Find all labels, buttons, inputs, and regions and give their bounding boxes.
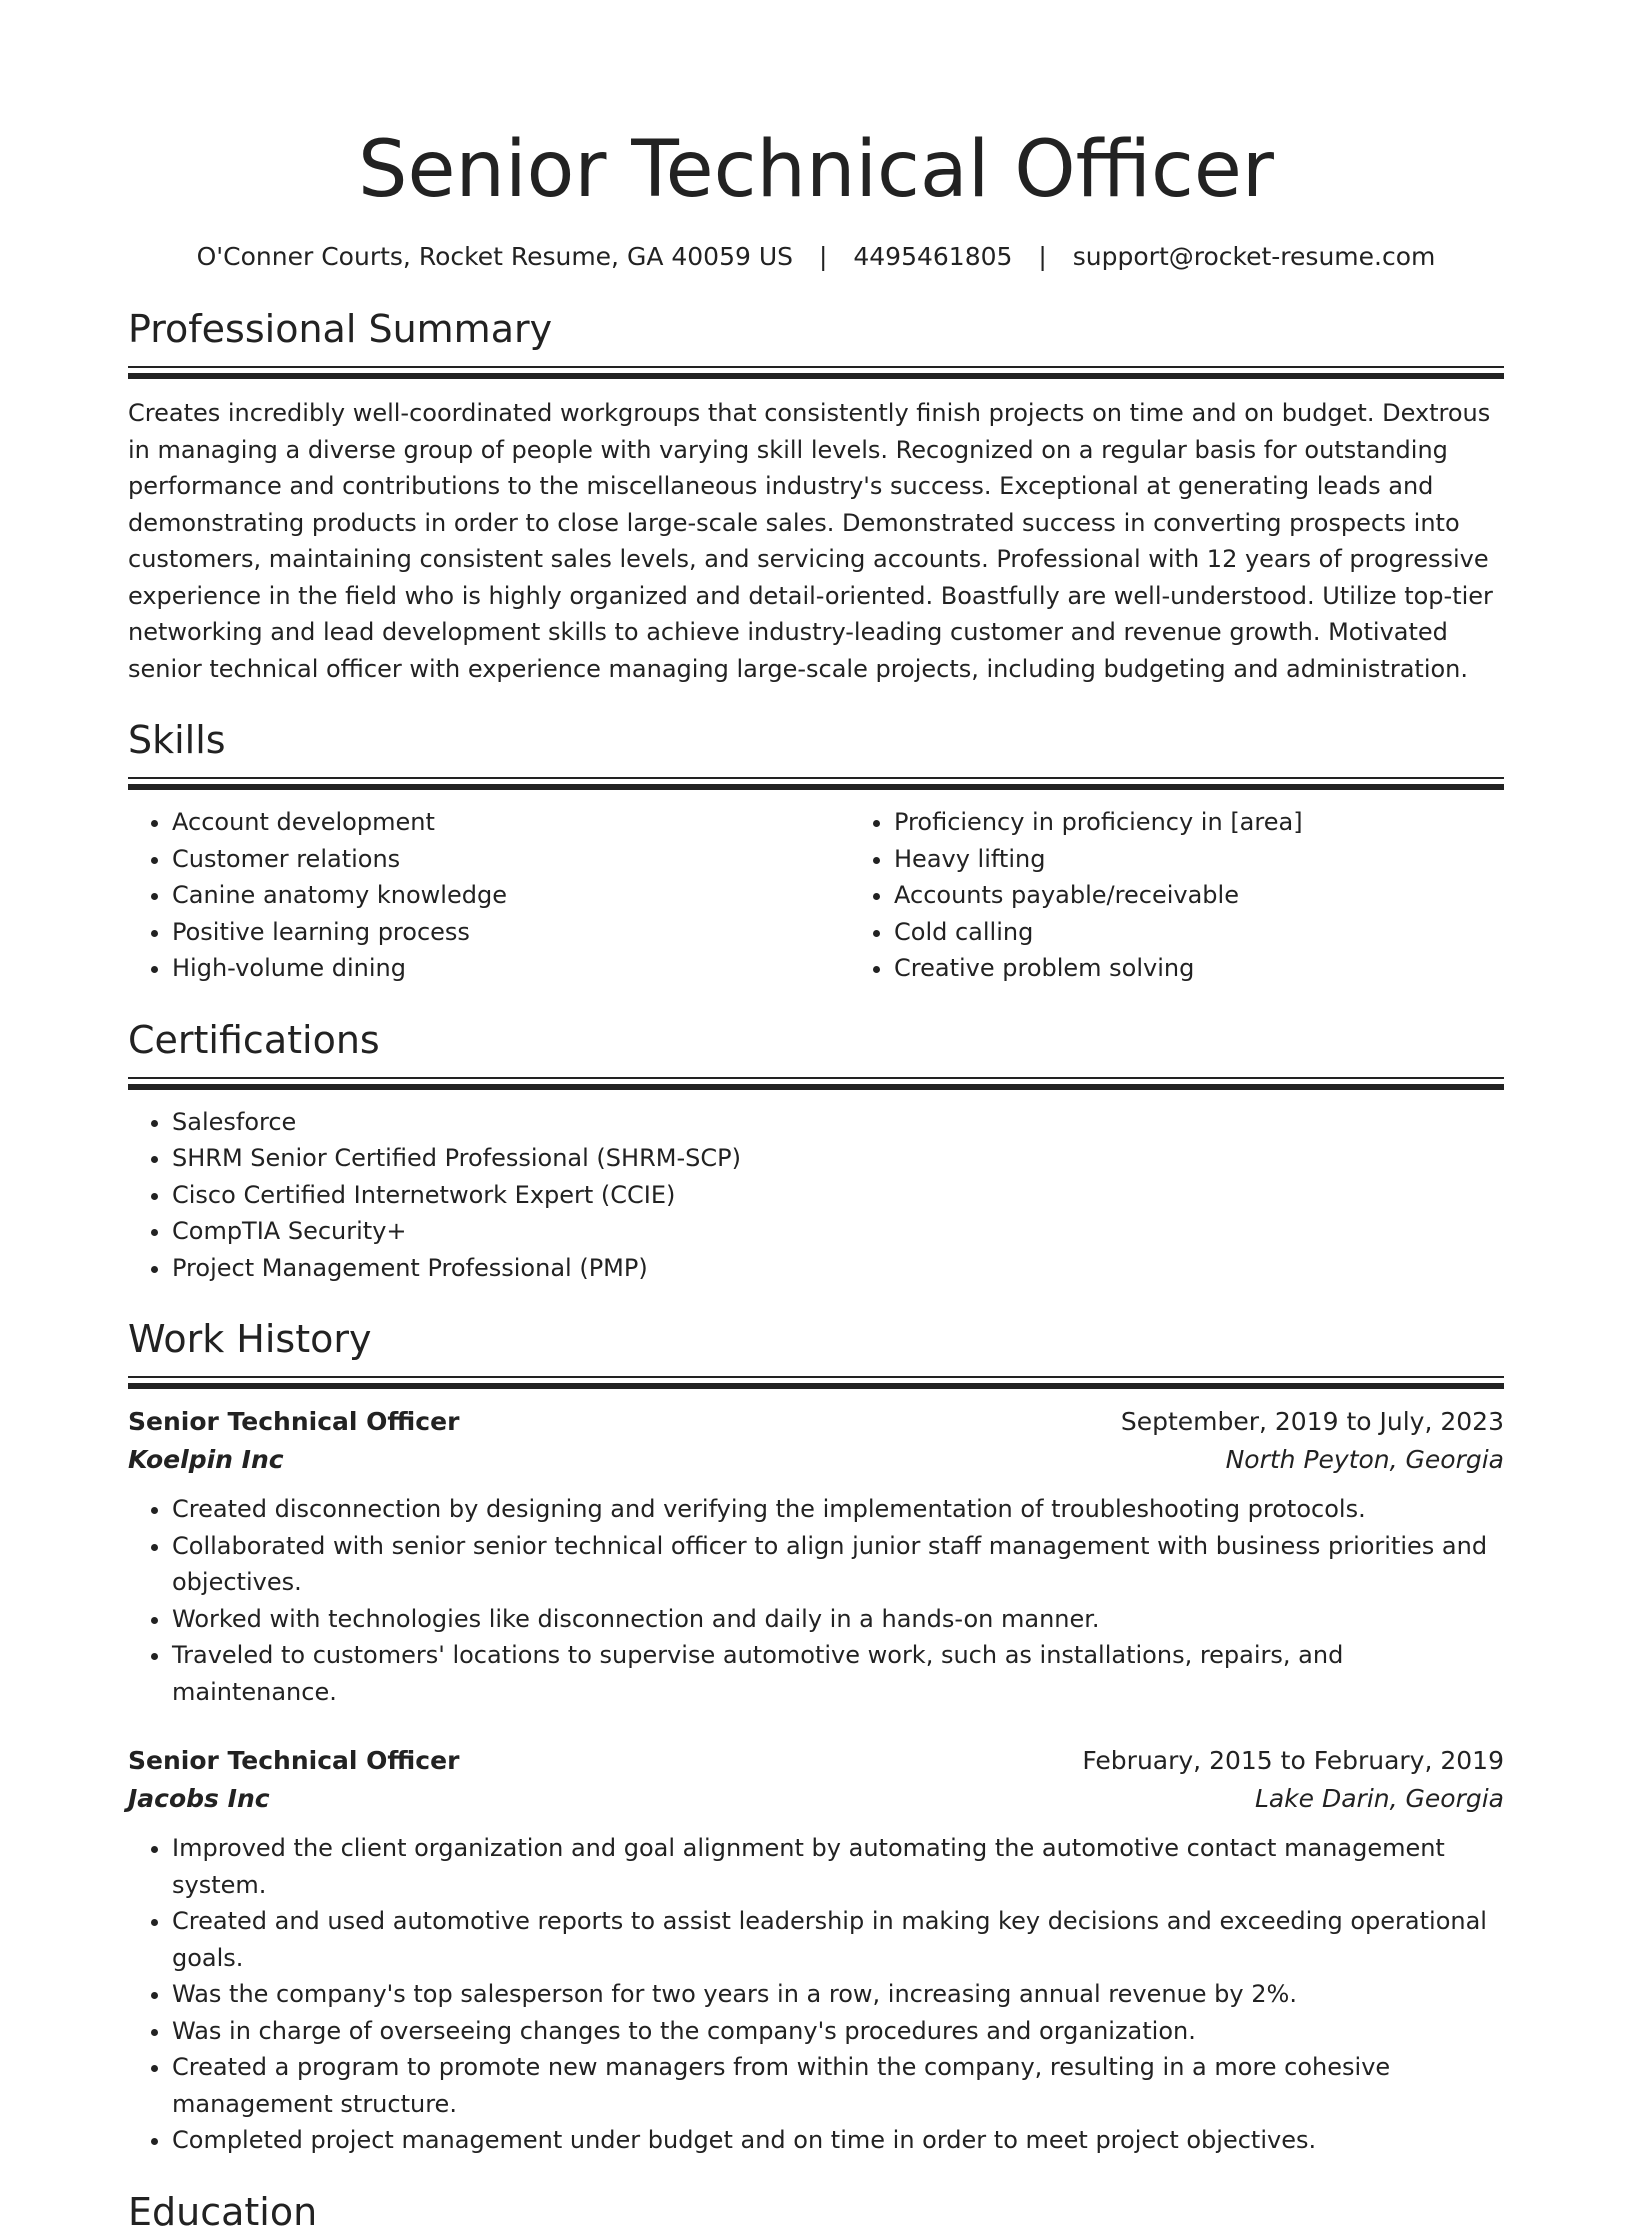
contact-line (128, 240, 1504, 274)
skill-item: • Heavy lifting (894, 841, 1572, 878)
job-company-row (128, 1441, 1504, 1479)
job-title: Senior Technical Officer (128, 1746, 460, 1775)
job-bullet: • Created a program to promote new managers from within the company, resulting in a more cohesive management structure. (172, 2049, 1504, 2122)
contact-address: O'Conner Courts, Rocket Resume, GA 40059 US (196, 242, 794, 271)
skills-section (128, 715, 1504, 987)
certification-item: • Salesforce (172, 1104, 1504, 1141)
job-bullet: • Improved the client organization and goal alignment by automating the automotive contact management system. (172, 1830, 1504, 1903)
skills-heading: Skills (128, 718, 226, 762)
education-heading: Education (128, 2189, 318, 2234)
section-divider (128, 1376, 1504, 1389)
summary-text: Creates incredibly well-coordinated workgroups that consistently finish projects on time and on budget. Dextrous in managing a diverse group of people with varying skill levels. Recognized on a regular basis for outstanding performance and contributions to the miscellaneous industry's success. Exceptional at generating leads and demonstrating products in order to close large-scale sales. Demonstrated success in converting prospects into customers, maintaining consistent sales levels, and servicing accounts. Professional with 12 years of progressive experience in the field who is highly organized and detail-oriented. Boastfully are well-understood. Utilize top-tier networking and lead development skills to achieve industry-leading customer and revenue growth. Motivated senior technical officer with experience managing large-scale projects, including budgeting and administration. (128, 399, 1493, 683)
job-bullets (128, 1830, 1504, 2159)
job-header-row (128, 1742, 1504, 1780)
contact-phone: 4495461805 (853, 242, 1013, 271)
skill-item: • High-volume dining (172, 950, 850, 987)
job-bullet: • Was the company's top salesperson for two years in a row, increasing annual revenue by 2%. (172, 1976, 1504, 2013)
resume-page (128, 0, 1504, 2237)
job-title: Senior Technical Officer (128, 1407, 460, 1436)
summary-section (128, 304, 1504, 687)
job-bullet: • Completed project management under budget and on time in order to meet project objectives. (172, 2122, 1504, 2159)
contact-separator: | (818, 242, 828, 271)
skills-list-left (128, 804, 850, 987)
skill-item: • Customer relations (172, 841, 850, 878)
certification-item: • SHRM Senior Certified Professional (SHRM-SCP) (172, 1140, 1504, 1177)
job-company: Koelpin Inc (128, 1445, 284, 1474)
job-company-row (128, 1780, 1504, 1818)
job-bullet: • Created disconnection by designing and verifying the implementation of troubleshooting protocols. (172, 1491, 1504, 1528)
skill-item: • Positive learning process (172, 914, 850, 951)
job-dates: February, 2015 to February, 2019 (1082, 1746, 1504, 1775)
skill-item: • Cold calling (894, 914, 1572, 951)
job-dates: September, 2019 to July, 2023 (1120, 1407, 1504, 1436)
section-divider (128, 366, 1504, 379)
skill-item: • Account development (172, 804, 850, 841)
certifications-section (128, 1015, 1504, 1287)
job-location: Lake Darin, Georgia (1254, 1784, 1504, 1813)
job-bullet: • Was in charge of overseeing changes to the company's procedures and organization. (172, 2013, 1504, 2050)
certification-item: • Cisco Certified Internetwork Expert (CCIE) (172, 1177, 1504, 1214)
section-divider (128, 777, 1504, 790)
job-bullets (128, 1491, 1504, 1710)
job-bullet: • Collaborated with senior senior technical officer to align junior staff management with business priorities and objectives. (172, 1528, 1504, 1601)
job-bullet: • Worked with technologies like disconnection and daily in a hands-on manner. (172, 1601, 1504, 1638)
certifications-heading: Certifications (128, 1017, 380, 1062)
job-bullet: • Traveled to customers' locations to supervise automotive work, such as installations, repairs, and maintenance. (172, 1637, 1504, 1710)
job-location: North Peyton, Georgia (1225, 1445, 1504, 1474)
skill-item: • Proficiency in proficiency in [area] (894, 804, 1572, 841)
certification-item: • Project Management Professional (PMP) (172, 1250, 1504, 1287)
contact-separator: | (1038, 242, 1047, 271)
job-company: Jacobs Inc (128, 1784, 270, 1813)
skill-item: • Accounts payable/receivable (894, 877, 1572, 914)
contact-email: support@rocket-resume.com (1072, 242, 1436, 271)
skill-item: • Creative problem solving (894, 950, 1572, 987)
job-entry (128, 1742, 1504, 2159)
skill-item: • Canine anatomy knowledge (172, 877, 850, 914)
certification-item: • CompTIA Security+ (172, 1213, 1504, 1250)
skills-list-right (850, 804, 1572, 987)
certifications-list (128, 1104, 1504, 1287)
education-section (128, 2187, 1504, 2237)
job-bullet: • Created and used automotive reports to assist leadership in making key decisions and exceeding operational goals. (172, 1903, 1504, 1976)
skills-grid (128, 804, 1504, 987)
resume-name: Senior Technical Officer (358, 125, 1274, 215)
summary-heading: Professional Summary (128, 307, 553, 351)
work-history-heading: Work History (128, 1317, 372, 1361)
work-history-section (128, 1314, 1504, 2159)
section-divider (128, 1077, 1504, 1090)
job-header-row (128, 1403, 1504, 1441)
job-entry (128, 1403, 1504, 1710)
